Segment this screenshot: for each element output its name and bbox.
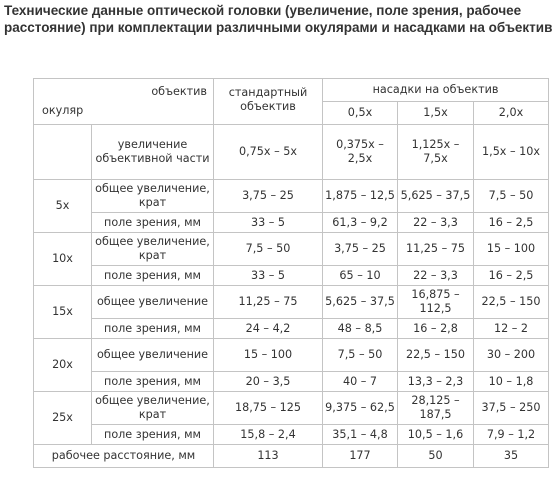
data-cell: 5,625 – 37,5 <box>398 180 474 213</box>
data-cell: 5,625 – 37,5 <box>323 286 398 319</box>
data-cell: 15 – 100 <box>474 233 549 266</box>
data-cell: 7,5 – 50 <box>214 233 323 266</box>
table-row <box>34 319 549 339</box>
data-cell: 3,75 – 25 <box>214 180 323 213</box>
data-cell: 16,875 – 112,5 <box>398 286 474 319</box>
eyepiece-cell: 10x <box>34 233 92 286</box>
data-cell: 16 – 2,8 <box>398 319 474 339</box>
objective-magnification-row <box>34 125 549 180</box>
row-label: общее увеличение <box>92 339 214 372</box>
eyepiece-cell: 25x <box>34 392 92 445</box>
table-row <box>34 266 549 286</box>
attachment-header-2-0x: 2,0x <box>474 102 549 125</box>
row-label: поле зрения, мм <box>92 266 214 286</box>
data-cell: 9,375 – 62,5 <box>323 392 398 425</box>
data-cell: 177 <box>323 445 398 468</box>
eyepiece-cell: 5x <box>34 180 92 233</box>
data-cell: 1,5x – 10x <box>474 125 549 180</box>
data-cell: 0,75x – 5x <box>214 125 323 180</box>
objective-header-label: объектив <box>151 85 207 98</box>
table-row <box>34 339 549 372</box>
data-cell: 28,125 – 187,5 <box>398 392 474 425</box>
eyepiece-header-label: окуляр <box>42 104 84 117</box>
data-cell: 7,5 – 50 <box>474 180 549 213</box>
table-row <box>34 286 549 319</box>
data-cell: 22 – 3,3 <box>398 213 474 233</box>
spec-table <box>33 78 549 468</box>
data-cell: 10,5 – 1,6 <box>398 425 474 445</box>
data-cell: 48 – 8,5 <box>323 319 398 339</box>
data-cell: 7,9 – 1,2 <box>474 425 549 445</box>
corner-header-cell <box>34 79 214 125</box>
data-cell: 37,5 – 250 <box>474 392 549 425</box>
data-cell: 113 <box>214 445 323 468</box>
data-cell: 40 – 7 <box>323 372 398 392</box>
empty-cell <box>34 125 92 180</box>
attachments-header: насадки на объектив <box>323 79 549 102</box>
data-cell: 20 – 3,5 <box>214 372 323 392</box>
data-cell: 65 – 10 <box>323 266 398 286</box>
data-cell: 7,5 – 50 <box>323 339 398 372</box>
table-row <box>34 425 549 445</box>
page-title: Технические данные оптической головки (увеличение, поле зрения, рабочее расстояние) при комплектации различными окулярами и насадками на объектив <box>4 3 553 35</box>
data-cell: 11,25 – 75 <box>398 233 474 266</box>
data-cell: 15,8 – 2,4 <box>214 425 323 445</box>
attachment-header-1-5x: 1,5x <box>398 102 474 125</box>
row-label: увеличение объективной части <box>92 125 214 180</box>
data-cell: 22 – 3,3 <box>398 266 474 286</box>
data-cell: 12 – 2 <box>474 319 549 339</box>
row-label: общее увеличение, крат <box>92 180 214 213</box>
data-cell: 61,3 – 9,2 <box>323 213 398 233</box>
working-distance-row <box>34 445 549 468</box>
data-cell: 33 – 5 <box>214 266 323 286</box>
data-cell: 50 <box>398 445 474 468</box>
table-row <box>34 180 549 213</box>
attachment-header-0-5x: 0,5x <box>323 102 398 125</box>
data-cell: 3,75 – 25 <box>323 233 398 266</box>
data-cell: 1,125x – 7,5x <box>398 125 474 180</box>
table-row <box>34 372 549 392</box>
data-cell: 35 <box>474 445 549 468</box>
data-cell: 18,75 – 125 <box>214 392 323 425</box>
data-cell: 33 – 5 <box>214 213 323 233</box>
row-label: общее увеличение, крат <box>92 233 214 266</box>
row-label: поле зрения, мм <box>92 372 214 392</box>
data-cell: 22,5 – 150 <box>474 286 549 319</box>
row-label: рабочее расстояние, мм <box>34 445 214 468</box>
data-cell: 16 – 2,5 <box>474 213 549 233</box>
standard-objective-header: стандартный объектив <box>214 79 323 125</box>
data-cell: 16 – 2,5 <box>474 266 549 286</box>
row-label: поле зрения, мм <box>92 213 214 233</box>
row-label: поле зрения, мм <box>92 319 214 339</box>
eyepiece-cell: 20x <box>34 339 92 392</box>
row-label: общее увеличение <box>92 286 214 319</box>
data-cell: 24 – 4,2 <box>214 319 323 339</box>
data-cell: 35,1 – 4,8 <box>323 425 398 445</box>
eyepiece-cell: 15x <box>34 286 92 339</box>
data-cell: 0,375x – 2,5x <box>323 125 398 180</box>
table-row <box>34 233 549 266</box>
data-cell: 11,25 – 75 <box>214 286 323 319</box>
row-label: общее увеличение, крат <box>92 392 214 425</box>
data-cell: 15 – 100 <box>214 339 323 372</box>
table-row <box>34 213 549 233</box>
table-row <box>34 392 549 425</box>
data-cell: 22,5 – 150 <box>398 339 474 372</box>
data-cell: 30 – 200 <box>474 339 549 372</box>
data-cell: 13,3 – 2,3 <box>398 372 474 392</box>
data-cell: 1,875 – 12,5 <box>323 180 398 213</box>
row-label: поле зрения, мм <box>92 425 214 445</box>
data-cell: 10 – 1,8 <box>474 372 549 392</box>
